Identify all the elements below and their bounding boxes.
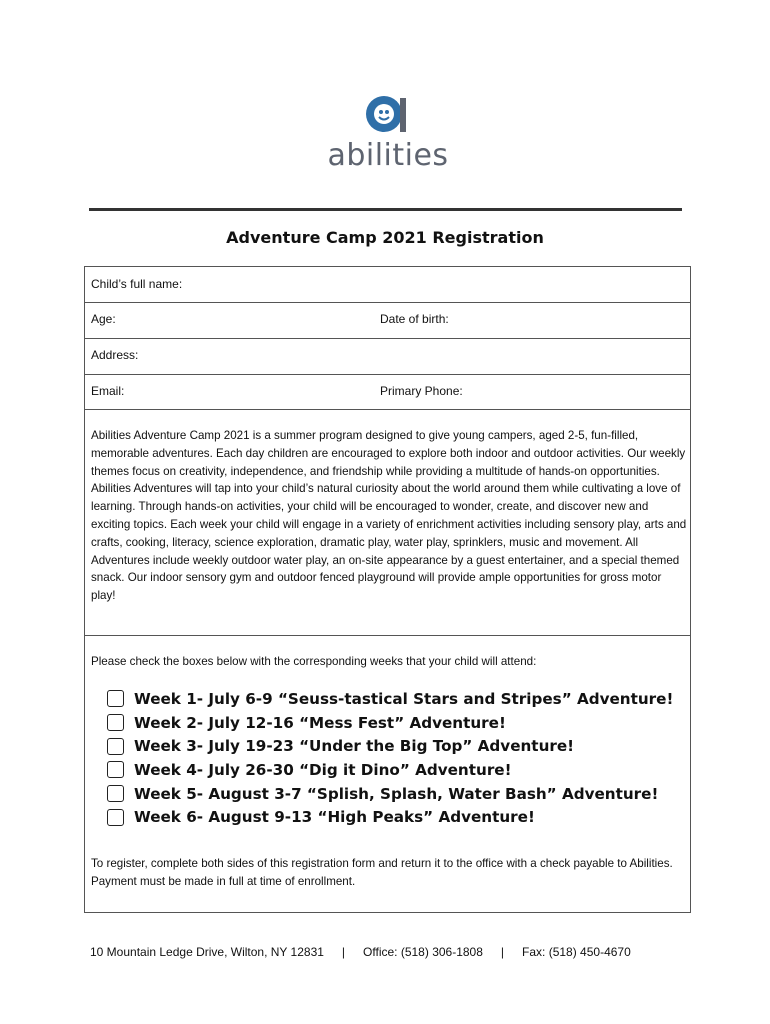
- week-3-checkbox[interactable]: [107, 738, 124, 755]
- phone-label: Primary Phone:: [380, 384, 463, 398]
- contact-footer: [90, 945, 730, 959]
- dob-label: Date of birth:: [380, 312, 449, 326]
- email-phone-row[interactable]: [85, 374, 690, 410]
- logo-wordmark: abilities: [327, 138, 449, 173]
- week-6-label: Week 6- August 9-13 “High Peaks” Adventure!: [134, 808, 535, 827]
- age-label: Age:: [91, 312, 116, 326]
- week-instruction: Please check the boxes below with the corresponding weeks that your child will attend:: [91, 655, 537, 668]
- week-2-label: Week 2- July 12-16 “Mess Fest” Adventure!: [134, 713, 506, 732]
- footer-separator: |: [500, 945, 505, 959]
- child-name-label: Child’s full name:: [91, 277, 183, 291]
- logo-mark-icon: [360, 92, 408, 140]
- abilities-logo: [308, 92, 468, 178]
- registration-note: To register, complete both sides of this registration form and return it to the office with a check payable to Abilities. Payment must be made in full at time of enrollment.: [91, 857, 673, 888]
- week-list: [107, 687, 687, 829]
- footer-address: 10 Mountain Ledge Drive, Wilton, NY 12831: [90, 945, 324, 959]
- week-6-checkbox[interactable]: [107, 809, 124, 826]
- age-dob-row[interactable]: [85, 302, 690, 339]
- week-5-option[interactable]: [107, 782, 687, 806]
- form-title: Adventure Camp 2021 Registration: [226, 228, 544, 247]
- week-4-option[interactable]: [107, 758, 687, 782]
- week-5-checkbox[interactable]: [107, 785, 124, 802]
- week-2-option[interactable]: [107, 711, 687, 735]
- header-divider: [89, 208, 682, 211]
- week-6-option[interactable]: [107, 805, 687, 829]
- week-4-label: Week 4- July 26-30 “Dig it Dino” Adventure!: [134, 760, 512, 779]
- footer-office-phone: Office: (518) 306-1808: [363, 945, 483, 959]
- address-label: Address:: [91, 348, 139, 362]
- program-description: Abilities Adventure Camp 2021 is a summer program designed to give young campers, aged 2-5, fun-filled, memorable adventures. Each day children are encouraged to explore both indoor and outdoor activities. Our weekly themes focus on creativity, independence, and friendship while providing a multitude of hands-on opportunities. Abilities Adventures will tap into your child’s natural curiosity about the world around them while cultivating a love of learning. Through hands-on activities, your child will be encouraged to wonder, create, and discover new and exciting topics. Each week your child will engage in a variety of enrichment activities including sensory play, arts and crafts, cooking, literacy, science exploration, dramatic play, water play, sprinklers, music and movement. All Adventures include weekly outdoor water play, an on-site appearance by a guest entertainer, and a special themed snack. Our indoor sensory gym and outdoor fenced playground will provide ample opportunities for gross motor play!: [91, 429, 687, 603]
- week-1-checkbox[interactable]: [107, 690, 124, 707]
- week-2-checkbox[interactable]: [107, 714, 124, 731]
- footer-fax: Fax: (518) 450-4670: [522, 945, 631, 959]
- week-1-label: Week 1- July 6-9 “Seuss-tastical Stars and Stripes” Adventure!: [134, 689, 674, 708]
- week-4-checkbox[interactable]: [107, 761, 124, 778]
- email-label: Email:: [91, 384, 125, 398]
- registration-form: [84, 266, 691, 913]
- week-3-label: Week 3- July 19-23 “Under the Big Top” Adventure!: [134, 737, 575, 756]
- child-name-row[interactable]: [85, 267, 690, 303]
- footer-separator: |: [341, 945, 346, 959]
- week-1-option[interactable]: [107, 687, 687, 711]
- address-row[interactable]: [85, 338, 690, 375]
- week-3-option[interactable]: [107, 734, 687, 758]
- week-5-label: Week 5- August 3-7 “Splish, Splash, Water Bash” Adventure!: [134, 784, 659, 803]
